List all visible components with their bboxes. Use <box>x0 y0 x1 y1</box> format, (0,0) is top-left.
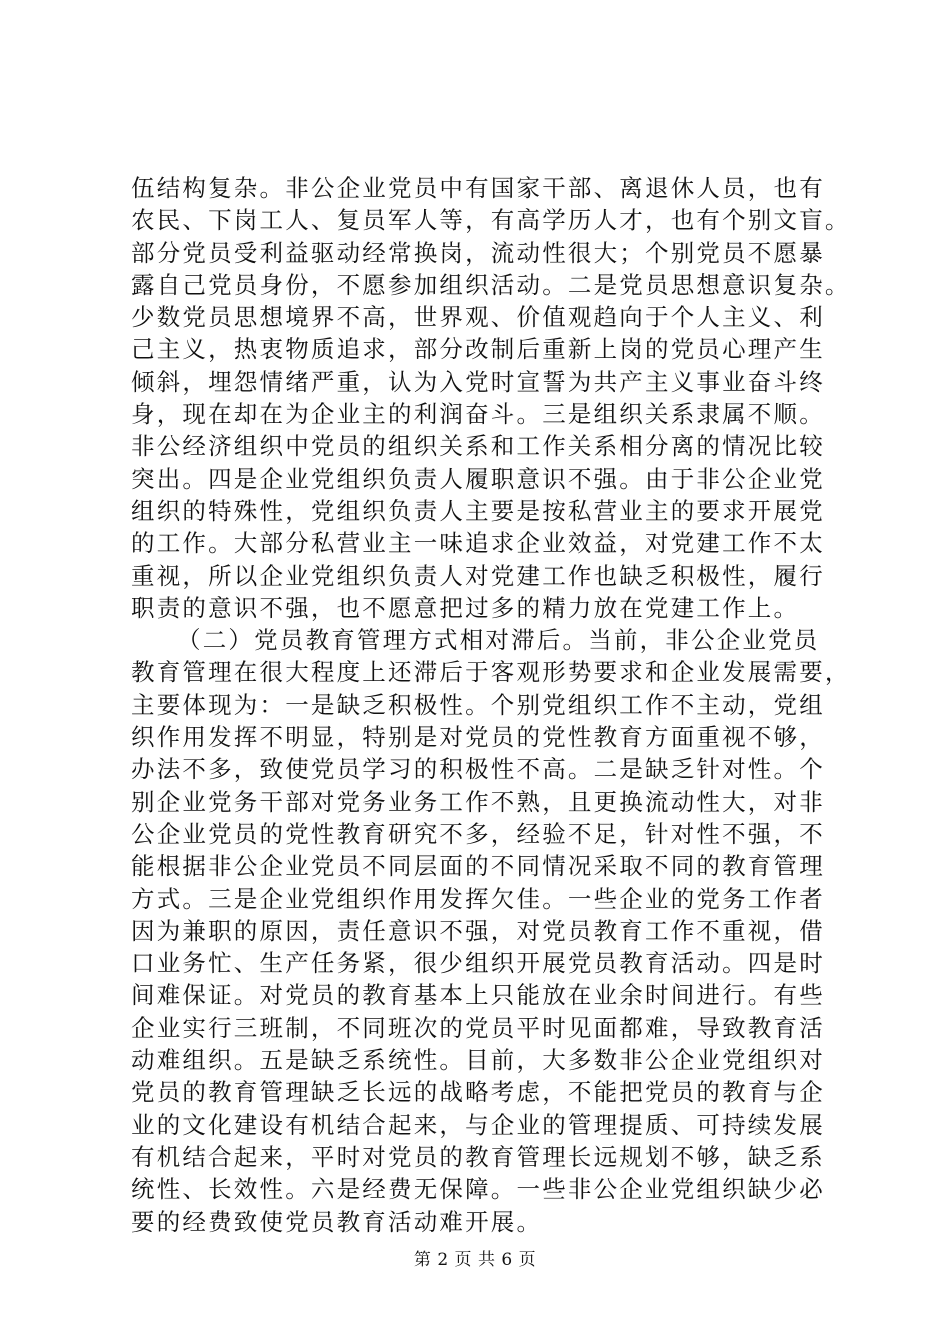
text-line: 少数党员思想境界不高，世界观、价值观趋向于个人主义、利 <box>131 303 825 332</box>
text-line: 能根据非公企业党员不同层面的不同情况采取不同的教育管理 <box>131 852 825 881</box>
text-line: 己主义，热衷物质追求，部分改制后重新上岗的党员心理产生 <box>131 335 825 364</box>
text-line: 别企业党务干部对党务业务工作不熟，且更换流动性大，对非 <box>131 787 825 816</box>
text-line: 口业务忙、生产任务紧，很少组织开展党员教育活动。四是时 <box>131 949 825 978</box>
text-line: 业的文化建设有机结合起来，与企业的管理提质、可持续发展 <box>131 1110 825 1139</box>
body-text <box>131 172 851 1238</box>
text-line: 动难组织。五是缺乏系统性。目前，大多数非公企业党组织对 <box>131 1046 825 1075</box>
text-line: 办法不多，致使党员学习的积极性不高。二是缺乏针对性。个 <box>131 755 825 784</box>
text-line: 非公经济组织中党员的组织关系和工作关系相分离的情况比较 <box>131 432 825 461</box>
text-line: 倾斜，埋怨情绪严重，认为入党时宣誓为共产主义事业奋斗终 <box>131 367 825 396</box>
text-line: 伍结构复杂。非公企业党员中有国家干部、离退休人员，也有 <box>131 174 825 202</box>
text-line: 因为兼职的原因，责任意识不强，对党员教育工作不重视，借 <box>131 916 825 945</box>
text-line: 突出。四是企业党组织负责人履职意识不强。由于非公企业党 <box>131 464 825 493</box>
text-line: 主要体现为：一是缺乏积极性。个别党组织工作不主动，党组 <box>131 690 825 719</box>
text-line: 间难保证。对党员的教育基本上只能放在业余时间进行。有些 <box>131 981 825 1010</box>
text-line: 教育管理在很大程度上还滞后于客观形势要求和企业发展需要， <box>131 658 851 687</box>
text-line: 公企业党员的党性教育研究不多，经验不足，针对性不强，不 <box>131 819 825 848</box>
text-line: 部分党员受利益驱动经常换岗，流动性很大；个别党员不愿暴 <box>131 238 825 267</box>
text-line: 方式。三是企业党组织作用发挥欠佳。一些企业的党务工作者 <box>131 884 825 913</box>
text-line: 农民、下岗工人、复员军人等，有高学历人才，也有个别文盲。 <box>131 206 851 235</box>
text-line: 职责的意识不强，也不愿意把过多的精力放在党建工作上。 <box>131 593 800 622</box>
text-line: 身，现在却在为企业主的利润奋斗。三是组织关系隶属不顺。 <box>131 400 825 429</box>
paragraph-start-line: （二）党员教育管理方式相对滞后。当前，非公企业党员 <box>177 626 820 655</box>
text-line: 组织的特殊性，党组织负责人主要是按私营业主的要求开展党 <box>131 496 825 525</box>
text-line: 企业实行三班制，不同班次的党员平时见面都难，导致教育活 <box>131 1013 825 1042</box>
text-line: 露自己党员身份，不愿参加组织活动。二是党员思想意识复杂。 <box>131 270 851 299</box>
text-line: 统性、长效性。六是经费无保障。一些非公企业党组织缺少必 <box>131 1175 825 1204</box>
text-line: 党员的教育管理缺乏长远的战略考虑，不能把党员的教育与企 <box>131 1078 825 1107</box>
text-line: 要的经费致使党员教育活动难开展。 <box>131 1207 543 1236</box>
text-line: 织作用发挥不明显，特别是对党员的党性教育方面重视不够， <box>131 723 825 752</box>
text-line: 有机结合起来，平时对党员的教育管理长远规划不够，缺乏系 <box>131 1142 825 1171</box>
page-number-footer: 第 2 页 共 6 页 <box>413 1250 537 1270</box>
text-line: 的工作。大部分私营业主一味追求企业效益，对党建工作不太 <box>131 529 825 558</box>
text-line: 重视，所以企业党组织负责人对党建工作也缺乏积极性，履行 <box>131 561 825 590</box>
